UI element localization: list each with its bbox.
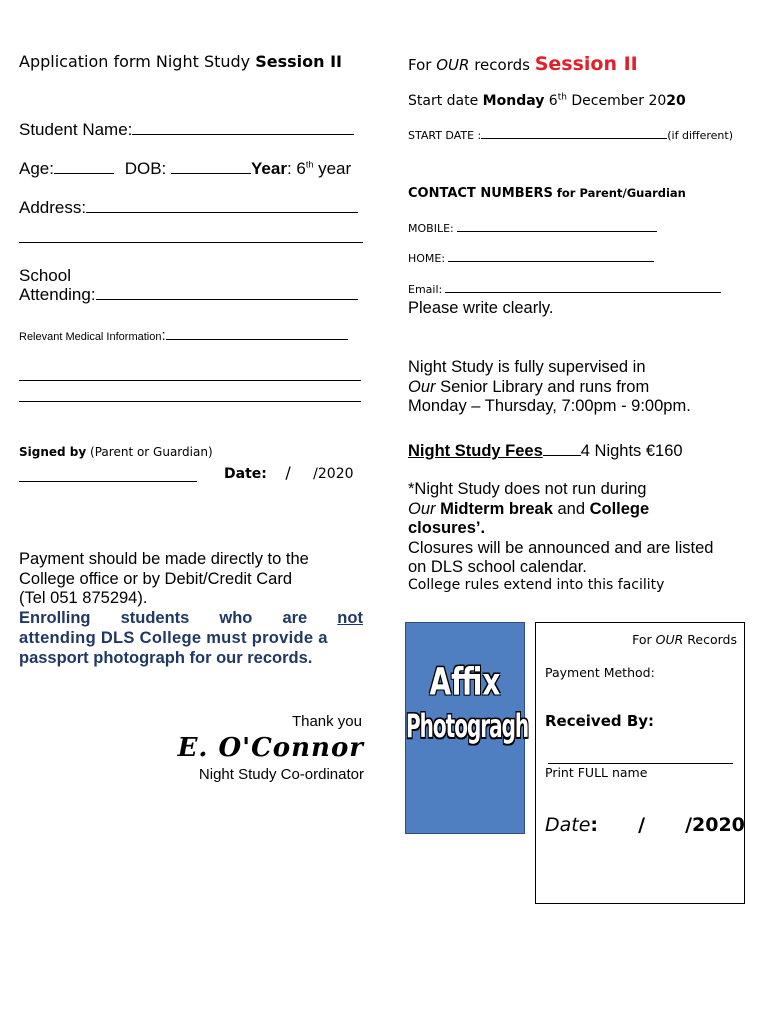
address-field[interactable]: Address:: [19, 198, 358, 218]
received-by-label: Received By:: [545, 712, 655, 730]
student-name-line[interactable]: [132, 134, 354, 135]
school-label-1: School: [19, 266, 71, 285]
office-date: Date: / /2020: [545, 814, 745, 836]
signed-date: Date: / /2020: [224, 463, 354, 482]
start-date-line[interactable]: [481, 138, 667, 139]
home-field[interactable]: HOME:: [408, 252, 654, 265]
signature-line[interactable]: [19, 481, 197, 482]
email-field[interactable]: Email:: [408, 283, 721, 296]
home-line[interactable]: [448, 261, 654, 262]
medical-line-3[interactable]: [19, 401, 361, 402]
office-records-box: [535, 622, 745, 904]
signed-by-label: Signed by (Parent or Guardian): [19, 445, 213, 459]
payment-method-label: Payment Method:: [545, 665, 655, 680]
rules-note: College rules extend into this facility: [408, 577, 665, 593]
address-line-2[interactable]: [19, 242, 363, 243]
thank-you: Thank you: [291, 713, 362, 730]
dob-line[interactable]: [171, 173, 251, 174]
age-dob-year-row: Age: DOB: Year: 6th year: [19, 159, 352, 178]
photo-label: Affix Photogragh: [406, 659, 529, 746]
school-field[interactable]: Attending:: [19, 285, 358, 305]
coordinator-title: Night Study Co-ordinator: [198, 766, 364, 783]
mobile-field[interactable]: MOBILE:: [408, 222, 657, 235]
received-by-line[interactable]: [548, 763, 733, 764]
medical-line[interactable]: [166, 339, 348, 340]
medical-field[interactable]: Relevant Medical Information:: [19, 327, 348, 344]
supervision-note: Night Study is fully supervised in Our Senior Library and runs from Monday – Thursday, 7:00pm - 9:00pm.: [408, 358, 691, 415]
email-line[interactable]: [445, 292, 721, 293]
age-line[interactable]: [54, 173, 114, 174]
school-line[interactable]: [96, 299, 358, 300]
student-name-field[interactable]: Student Name:: [19, 120, 354, 140]
start-date-text: Start date Monday 6th December 2020: [408, 92, 686, 109]
fees-row: Night Study Fees 4 Nights €160: [408, 442, 683, 460]
coordinator-signature: E. O'Connor: [177, 733, 364, 763]
midterm-note: *Night Study does not run during Our Midterm break and College closures’. Closures will be announced and are listed on DLS school calendar.: [408, 480, 714, 576]
payment-note: Payment should be made directly to the College office or by Debit/Credit Card (Tel 051 875294). Enrolling students who are not attending DLS College must provide a passport photograph for our records.: [19, 550, 363, 667]
address-line[interactable]: [86, 212, 358, 213]
records-session: Session II: [534, 53, 638, 75]
contact-numbers-heading: CONTACT NUMBERS for Parent/Guardian: [408, 186, 686, 201]
write-clearly-note: Please write clearly.: [408, 299, 554, 317]
medical-line-2[interactable]: [19, 380, 361, 381]
form-title: Application form Night Study Session II: [19, 52, 342, 71]
enroll-line-1: Enrolling students who are not: [19, 609, 363, 628]
photo-box: [405, 622, 529, 834]
start-date-field[interactable]: START DATE : (if different): [408, 129, 733, 142]
print-name-label: Print FULL name: [545, 765, 648, 780]
form-title-session: Session II: [255, 52, 342, 71]
mobile-line[interactable]: [457, 231, 657, 232]
office-records-title: For OUR Records: [632, 632, 737, 647]
records-header: For OUR records Session II: [408, 53, 638, 75]
